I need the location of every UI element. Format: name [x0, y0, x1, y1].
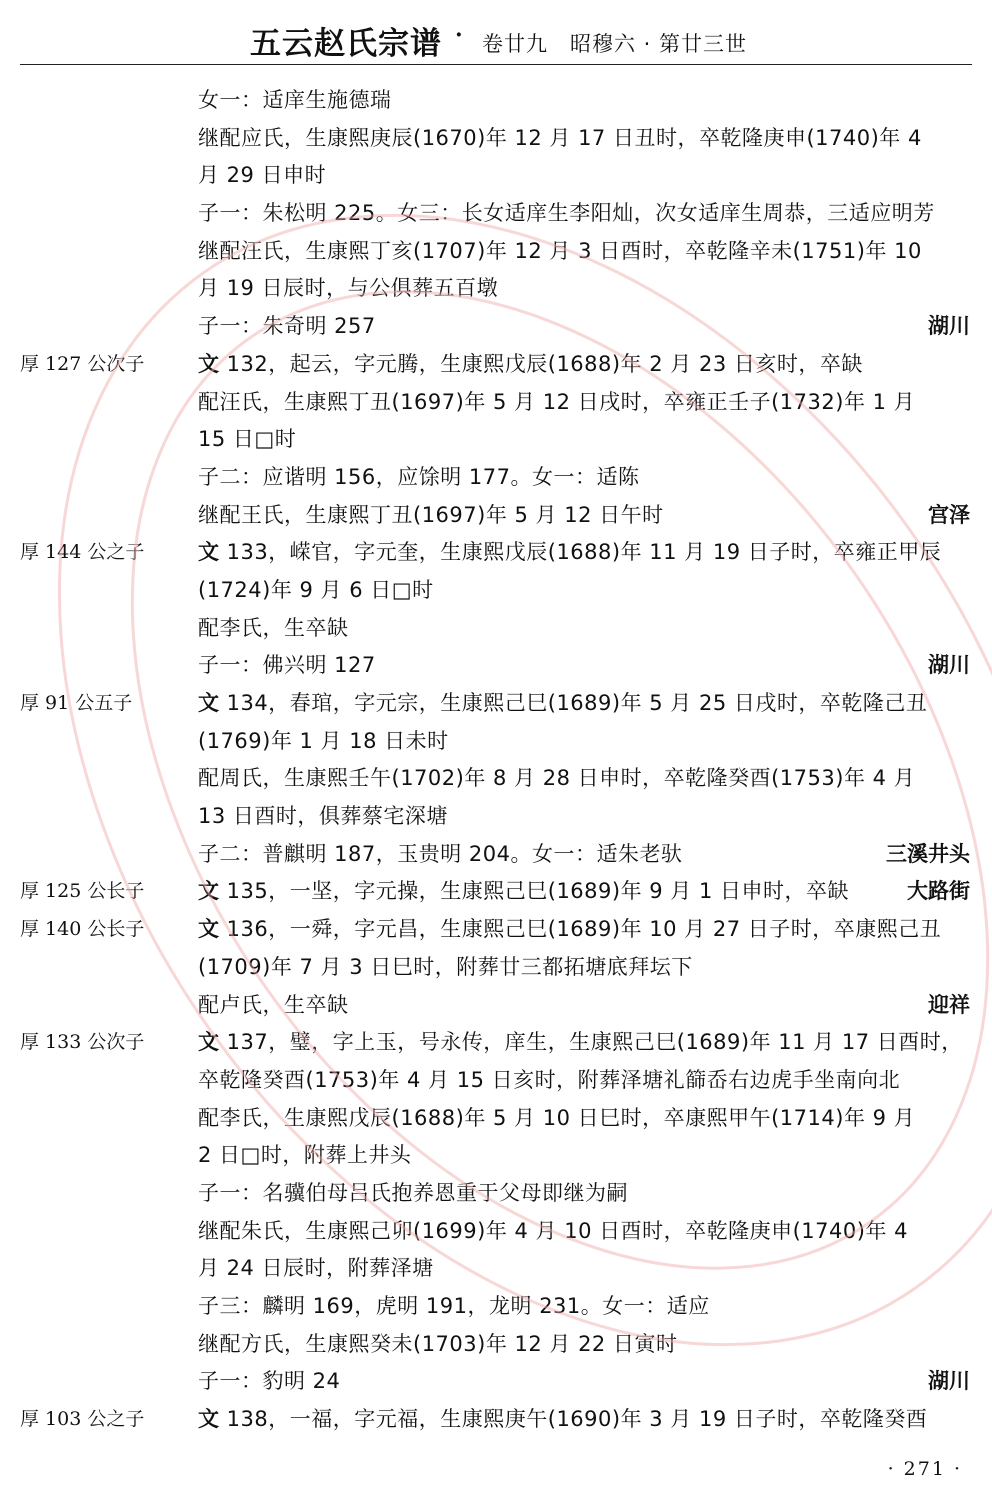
entry-line [0, 987, 992, 1025]
generation-mark: 文 [198, 879, 220, 904]
entry-line [0, 572, 992, 610]
entry-text [198, 873, 973, 911]
entry-body: 继配朱氏，生康熙己卯(1699)年 4 月 10 日酉时，卒乾隆庚申(1740)年 4 [198, 1218, 908, 1243]
entry-text [198, 346, 973, 384]
entry-text [198, 1024, 973, 1062]
entry-text [198, 1062, 973, 1100]
entry-line [0, 195, 992, 233]
residence-place: 大路街 [901, 873, 970, 911]
entry-line [0, 270, 992, 308]
lineage-note: 厚 127 公次子 [20, 352, 145, 375]
entry-body: 月 24 日辰时，附葬泽塘 [198, 1256, 434, 1281]
entry-body: 继配汪氏，生康熙丁亥(1707)年 12 月 3 日酉时，卒乾隆辛未(1751)年 10 [198, 238, 922, 263]
entry-body: (1724)年 9 月 6 日□时 [198, 577, 434, 602]
residence-place: 湖川 [922, 647, 970, 685]
entry-line [0, 534, 992, 572]
entry-body: 配汪氏，生康熙丁丑(1697)年 5 月 12 日戌时，卒雍正壬子(1732)年 1 月 [198, 389, 916, 414]
entry-body: 138，一福，字元福，生康熙庚午(1690)年 3 月 19 日子时，卒乾隆癸酉 [219, 1407, 928, 1432]
entry-text [198, 798, 973, 836]
lineage-note: 厚 125 公长子 [20, 880, 145, 903]
entry-text [198, 760, 973, 798]
entry-body: 继配王氏，生康熙丁丑(1697)年 5 月 12 日午时 [198, 502, 664, 527]
entry-line [0, 1062, 992, 1100]
entry-line [0, 1288, 992, 1326]
entry-body: 配卢氏，生卒缺 [198, 992, 349, 1017]
entry-text [198, 1100, 973, 1138]
entry-line [0, 421, 992, 459]
page-number: · 271 · [887, 1458, 962, 1480]
entry-line [0, 1024, 992, 1062]
entry-line [0, 384, 992, 422]
generation-mark: 文 [198, 691, 220, 715]
entry-body: 继配应氏，生康熙庚辰(1670)年 12 月 17 日丑时，卒乾隆庚申(1740)年 4 [198, 125, 922, 150]
entry-line [0, 760, 992, 798]
entry-text [198, 308, 973, 346]
entry-text [198, 836, 973, 874]
entry-body: 子三：麟明 169，虎明 191，龙明 231。女一：适应 [198, 1294, 710, 1318]
entry-line [0, 1401, 992, 1439]
entry-body: 子一：朱奇明 257 [198, 314, 376, 339]
entry-line [0, 157, 992, 195]
entry-line [0, 798, 992, 836]
entry-line [0, 911, 992, 949]
entry-body: 月 29 日申时 [198, 163, 327, 188]
entry-text [198, 195, 973, 233]
entry-text [198, 1288, 973, 1326]
entry-line [0, 836, 992, 874]
entry-body: 136，一舜，字元昌，生康熙己巳(1689)年 10 月 27 日子时，卒康熙己丑 [219, 917, 942, 942]
entry-line [0, 949, 992, 987]
generation-mark: 文 [198, 351, 220, 376]
entry-body: 女一：适庠生施德瑞 [198, 88, 392, 112]
entry-line [0, 1175, 992, 1213]
lineage-note: 厚 133 公次子 [20, 1031, 145, 1054]
entry-body: 133，嵘官，字元奎，生康熙戊辰(1688)年 11 月 19 日子时，卒雍正甲辰 [219, 540, 942, 565]
entry-text [198, 949, 973, 987]
entry-text [198, 157, 973, 195]
genealogy-entries [0, 82, 992, 1439]
generation-mark: 文 [198, 1030, 220, 1055]
residence-place: 宫泽 [922, 497, 970, 535]
entry-text [198, 459, 973, 497]
entry-line [0, 1363, 992, 1401]
entry-body: 子一：名骥伯母吕氏抱养恩重于父母即继为嗣 [198, 1180, 628, 1205]
entry-text [198, 534, 973, 572]
entry-body: 配李氏，生康熙戊辰(1688)年 5 月 10 日巳时，卒康熙甲午(1714)年 9 月 [198, 1105, 916, 1130]
entry-text [198, 120, 973, 158]
entry-text [198, 723, 973, 761]
entry-text [198, 497, 973, 535]
entry-body: 继配方氏，生康熙癸未(1703)年 12 月 22 日寅时 [198, 1331, 678, 1356]
entry-body: (1769)年 1 月 18 日未时 [198, 728, 449, 753]
entry-line [0, 120, 992, 158]
entry-body: 2 日□时，附葬上井头 [198, 1143, 412, 1168]
entry-text [198, 572, 973, 610]
title-separator-dot: · [455, 22, 463, 48]
entry-line [0, 459, 992, 497]
entry-line [0, 308, 992, 346]
entry-body: 配周氏，生康熙壬午(1702)年 8 月 28 日申时，卒乾隆癸酉(1753)年 4 月 [198, 766, 916, 791]
genealogy-title: 五云赵氏宗谱 [250, 26, 442, 62]
entry-body: 135，一坚，字元操，生康熙己巳(1689)年 9 月 1 日申时，卒缺 [219, 879, 850, 904]
entry-text [198, 1175, 973, 1213]
entry-text [198, 1213, 973, 1251]
entry-body: 子二：应谐明 156，应馀明 177。女一：适陈 [198, 464, 640, 489]
entry-text [198, 1363, 973, 1401]
entry-line [0, 873, 992, 911]
entry-text [198, 647, 973, 685]
entry-text [198, 421, 973, 459]
header-rule [20, 64, 972, 65]
entry-text [198, 1137, 973, 1175]
lineage-note: 厚 140 公长子 [20, 918, 145, 941]
entry-body: 子一：朱松明 225。女三：长女适庠生李阳灿，次女适庠生周恭，三适应明芳 [198, 201, 935, 226]
entry-body: 子一：豹明 24 [198, 1369, 341, 1394]
lineage-note: 厚 103 公之子 [20, 1408, 145, 1431]
entry-body: (1709)年 7 月 3 日巳时，附葬廿三都拓塘底拜坛下 [198, 954, 693, 979]
entry-text [198, 270, 973, 308]
entry-body: 子一：佛兴明 127 [198, 653, 376, 678]
residence-place: 湖川 [922, 1363, 970, 1401]
entry-text [198, 1250, 973, 1288]
entry-body: 15 日□时 [198, 427, 297, 452]
entry-body: 13 日酉时，俱葬蔡宅深塘 [198, 804, 448, 829]
entry-line [0, 723, 992, 761]
entry-line [0, 1137, 992, 1175]
entry-line [0, 1326, 992, 1364]
page-header [0, 14, 992, 64]
entry-text [198, 82, 973, 120]
entry-line [0, 1100, 992, 1138]
entry-body: 134，春琯，字元宗，生康熙己巳(1689)年 5 月 25 日戌时，卒乾隆己丑 [219, 691, 928, 715]
entry-body: 卒乾隆癸酉(1753)年 4 月 15 日亥时，附葬泽塘礼篩岙右边虎手坐南向北 [198, 1067, 901, 1092]
residence-place: 迎祥 [922, 987, 970, 1025]
entry-line [0, 1250, 992, 1288]
entry-text [198, 384, 973, 422]
entry-body: 配李氏，生卒缺 [198, 615, 349, 640]
entry-line [0, 82, 992, 120]
generation-mark: 文 [198, 917, 220, 942]
entry-text [198, 685, 973, 723]
residence-place: 湖川 [922, 308, 970, 346]
entry-line [0, 610, 992, 648]
generation-mark: 文 [198, 1407, 220, 1432]
entry-line [0, 497, 992, 535]
generation-mark: 文 [198, 540, 220, 565]
volume-subtitle: 卷廿九 昭穆六 · 第廿三世 [482, 32, 748, 56]
residence-place: 三溪井头 [880, 836, 970, 874]
entry-body: 月 19 日辰时，与公俱葬五百墩 [198, 276, 499, 301]
entry-line [0, 1213, 992, 1251]
entry-text [198, 1401, 973, 1439]
lineage-note: 厚 91 公五子 [20, 692, 133, 714]
entry-line [0, 346, 992, 384]
entry-text [198, 911, 973, 949]
entry-body: 132，起云，字元腾，生康熙戊辰(1688)年 2 月 23 日亥时，卒缺 [219, 351, 863, 376]
entry-text [198, 987, 973, 1025]
entry-line [0, 647, 992, 685]
entry-text [198, 1326, 973, 1364]
lineage-note: 厚 144 公之子 [20, 541, 145, 564]
entry-line [0, 233, 992, 271]
entry-text [198, 233, 973, 271]
entry-text [198, 610, 973, 648]
entry-body: 137，璧，字上玉，号永传，庠生，生康熙己巳(1689)年 11 月 17 日酉时， [219, 1030, 963, 1055]
entry-body: 子二：普麒明 187，玉贵明 204。女一：适朱老驮 [198, 841, 683, 866]
entry-line [0, 685, 992, 723]
